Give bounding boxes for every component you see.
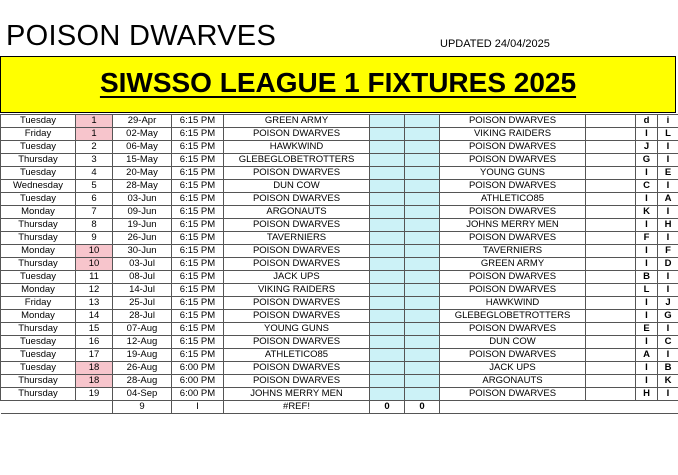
- away-team-cell[interactable]: POISON DWARVES: [440, 388, 586, 401]
- week-cell[interactable]: 18: [76, 375, 113, 388]
- code1-cell[interactable]: L: [636, 284, 658, 297]
- totals-cell-empty[interactable]: [440, 401, 586, 414]
- fixture-row: [1, 128, 678, 141]
- home-score-cell[interactable]: [370, 167, 405, 180]
- day-cell[interactable]: Thursday: [1, 323, 76, 336]
- fixture-row: [1, 336, 678, 349]
- time-cell[interactable]: 6:15 PM: [172, 258, 224, 271]
- home-score-cell[interactable]: [370, 128, 405, 141]
- week-cell[interactable]: 1: [76, 115, 113, 128]
- time-cell[interactable]: 6:00 PM: [172, 362, 224, 375]
- blank-cell[interactable]: [586, 310, 636, 323]
- time-cell[interactable]: 6:15 PM: [172, 154, 224, 167]
- away-team-cell[interactable]: POISON DWARVES: [440, 349, 586, 362]
- code1-cell[interactable]: K: [636, 206, 658, 219]
- updated-date: UPDATED 24/04/2025: [440, 38, 550, 50]
- code2-cell[interactable]: I: [658, 141, 678, 154]
- time-cell[interactable]: 6:15 PM: [172, 219, 224, 232]
- away-team-cell[interactable]: HAWKWIND: [440, 297, 586, 310]
- day-cell[interactable]: Monday: [1, 284, 76, 297]
- blank-cell[interactable]: [586, 323, 636, 336]
- home-score-cell[interactable]: [370, 115, 405, 128]
- code1-cell[interactable]: C: [636, 180, 658, 193]
- fixture-row: [1, 362, 678, 375]
- week-cell[interactable]: 2: [76, 141, 113, 154]
- totals-time-cell[interactable]: I: [172, 401, 224, 414]
- date-cell[interactable]: 30-Jun: [113, 245, 172, 258]
- sheet-header: [0, 0, 678, 56]
- blank-cell[interactable]: [586, 297, 636, 310]
- code2-cell[interactable]: K: [658, 375, 678, 388]
- blank-cell[interactable]: [586, 258, 636, 271]
- blank-cell[interactable]: [586, 245, 636, 258]
- fixture-row: [1, 219, 678, 232]
- blank-cell[interactable]: [586, 362, 636, 375]
- day-cell[interactable]: Tuesday: [1, 141, 76, 154]
- date-cell[interactable]: 12-Aug: [113, 336, 172, 349]
- code1-cell[interactable]: I: [636, 362, 658, 375]
- week-cell[interactable]: 10: [76, 245, 113, 258]
- code1-cell[interactable]: I: [636, 297, 658, 310]
- home-team-cell[interactable]: POISON DWARVES: [224, 258, 370, 271]
- fixture-row: [1, 115, 678, 128]
- code2-cell[interactable]: i: [658, 115, 678, 128]
- home-score-cell[interactable]: [370, 245, 405, 258]
- totals-row: [1, 401, 678, 414]
- away-team-cell[interactable]: POISON DWARVES: [440, 115, 586, 128]
- code2-cell[interactable]: F: [658, 245, 678, 258]
- home-team-cell[interactable]: ATHLETICO85: [224, 349, 370, 362]
- time-cell[interactable]: 6:15 PM: [172, 271, 224, 284]
- code2-cell[interactable]: H: [658, 219, 678, 232]
- week-cell[interactable]: 3: [76, 154, 113, 167]
- week-cell[interactable]: 15: [76, 323, 113, 336]
- time-cell[interactable]: 6:15 PM: [172, 336, 224, 349]
- away-score-cell[interactable]: [405, 388, 440, 401]
- away-score-cell[interactable]: [405, 297, 440, 310]
- fixture-row: [1, 388, 678, 401]
- week-cell[interactable]: 10: [76, 258, 113, 271]
- totals-cell-empty[interactable]: [636, 401, 658, 414]
- away-score-cell[interactable]: [405, 206, 440, 219]
- fixture-row: [1, 323, 678, 336]
- code1-cell[interactable]: J: [636, 141, 658, 154]
- home-team-cell[interactable]: POISON DWARVES: [224, 167, 370, 180]
- home-score-cell[interactable]: [370, 375, 405, 388]
- away-team-cell[interactable]: VIKING RAIDERS: [440, 128, 586, 141]
- code2-cell[interactable]: I: [658, 284, 678, 297]
- totals-cell-empty[interactable]: [586, 401, 636, 414]
- fixture-row: [1, 310, 678, 323]
- day-cell[interactable]: Friday: [1, 297, 76, 310]
- time-cell[interactable]: 6:00 PM: [172, 388, 224, 401]
- blank-cell[interactable]: [586, 141, 636, 154]
- code2-cell[interactable]: J: [658, 297, 678, 310]
- fixtures-body: [1, 115, 678, 401]
- blank-cell[interactable]: [586, 336, 636, 349]
- away-score-cell[interactable]: [405, 167, 440, 180]
- time-cell[interactable]: 6:15 PM: [172, 115, 224, 128]
- fixture-row: [1, 232, 678, 245]
- date-cell[interactable]: 26-Jun: [113, 232, 172, 245]
- code1-cell[interactable]: I: [636, 245, 658, 258]
- date-cell[interactable]: 09-Jun: [113, 206, 172, 219]
- totals-cell-empty[interactable]: [658, 401, 678, 414]
- home-team-cell[interactable]: YOUNG GUNS: [224, 323, 370, 336]
- code1-cell[interactable]: I: [636, 219, 658, 232]
- code2-cell[interactable]: D: [658, 258, 678, 271]
- blank-cell[interactable]: [586, 349, 636, 362]
- code1-cell[interactable]: I: [636, 167, 658, 180]
- away-team-cell[interactable]: ARGONAUTS: [440, 375, 586, 388]
- away-score-cell[interactable]: [405, 115, 440, 128]
- blank-cell[interactable]: [586, 206, 636, 219]
- week-cell[interactable]: 1: [76, 128, 113, 141]
- totals-cell-empty[interactable]: [1, 401, 76, 414]
- home-team-cell[interactable]: ARGONAUTS: [224, 206, 370, 219]
- day-cell[interactable]: Tuesday: [1, 271, 76, 284]
- date-cell[interactable]: 19-Aug: [113, 349, 172, 362]
- code2-cell[interactable]: B: [658, 362, 678, 375]
- fixture-row: [1, 271, 678, 284]
- home-team-cell[interactable]: JOHNS MERRY MEN: [224, 388, 370, 401]
- away-team-cell[interactable]: JOHNS MERRY MEN: [440, 219, 586, 232]
- date-cell[interactable]: 15-May: [113, 154, 172, 167]
- total-away-score[interactable]: 0: [405, 401, 440, 414]
- day-cell[interactable]: Wednesday: [1, 180, 76, 193]
- time-cell[interactable]: 6:15 PM: [172, 180, 224, 193]
- fixture-row: [1, 154, 678, 167]
- week-cell[interactable]: 17: [76, 349, 113, 362]
- code2-cell[interactable]: I: [658, 232, 678, 245]
- home-team-cell[interactable]: JACK UPS: [224, 271, 370, 284]
- away-score-cell[interactable]: [405, 375, 440, 388]
- home-team-cell[interactable]: POISON DWARVES: [224, 297, 370, 310]
- blank-cell[interactable]: [586, 388, 636, 401]
- home-team-cell[interactable]: GLEBEGLOBETROTTERS: [224, 154, 370, 167]
- day-cell[interactable]: Thursday: [1, 154, 76, 167]
- time-cell[interactable]: 6:15 PM: [172, 310, 224, 323]
- week-cell[interactable]: 14: [76, 310, 113, 323]
- code2-cell[interactable]: I: [658, 349, 678, 362]
- away-score-cell[interactable]: [405, 258, 440, 271]
- time-cell[interactable]: 6:15 PM: [172, 245, 224, 258]
- code1-cell[interactable]: H: [636, 388, 658, 401]
- week-cell[interactable]: 11: [76, 271, 113, 284]
- fixture-row: [1, 245, 678, 258]
- home-score-cell[interactable]: [370, 180, 405, 193]
- totals-cell-empty[interactable]: [76, 401, 113, 414]
- total-home-score[interactable]: 0: [370, 401, 405, 414]
- code2-cell[interactable]: I: [658, 323, 678, 336]
- code1-cell[interactable]: I: [636, 375, 658, 388]
- day-cell[interactable]: Monday: [1, 206, 76, 219]
- home-score-cell[interactable]: [370, 284, 405, 297]
- week-cell[interactable]: 16: [76, 336, 113, 349]
- code2-cell[interactable]: E: [658, 167, 678, 180]
- date-cell[interactable]: 28-Aug: [113, 375, 172, 388]
- away-score-cell[interactable]: [405, 180, 440, 193]
- home-score-cell[interactable]: [370, 141, 405, 154]
- code1-cell[interactable]: I: [636, 310, 658, 323]
- week-cell[interactable]: 7: [76, 206, 113, 219]
- fixture-row: [1, 193, 678, 206]
- blank-cell[interactable]: [586, 375, 636, 388]
- home-team-cell[interactable]: POISON DWARVES: [224, 362, 370, 375]
- time-cell[interactable]: 6:15 PM: [172, 206, 224, 219]
- week-cell[interactable]: 12: [76, 284, 113, 297]
- away-team-cell[interactable]: POISON DWARVES: [440, 323, 586, 336]
- day-cell[interactable]: Tuesday: [1, 115, 76, 128]
- home-score-cell[interactable]: [370, 232, 405, 245]
- code1-cell[interactable]: I: [636, 258, 658, 271]
- blank-cell[interactable]: [586, 232, 636, 245]
- day-cell[interactable]: Thursday: [1, 258, 76, 271]
- week-cell[interactable]: 18: [76, 362, 113, 375]
- time-cell[interactable]: 6:15 PM: [172, 141, 224, 154]
- day-cell[interactable]: Tuesday: [1, 349, 76, 362]
- away-team-cell[interactable]: POISON DWARVES: [440, 180, 586, 193]
- week-cell[interactable]: 4: [76, 167, 113, 180]
- blank-cell[interactable]: [586, 115, 636, 128]
- date-cell[interactable]: 08-Jul: [113, 271, 172, 284]
- away-score-cell[interactable]: [405, 245, 440, 258]
- time-cell[interactable]: 6:15 PM: [172, 297, 224, 310]
- time-cell[interactable]: 6:15 PM: [172, 349, 224, 362]
- time-cell[interactable]: 6:15 PM: [172, 323, 224, 336]
- home-team-cell[interactable]: HAWKWIND: [224, 141, 370, 154]
- away-score-cell[interactable]: [405, 349, 440, 362]
- league-title-banner: [0, 56, 676, 113]
- week-cell[interactable]: 6: [76, 193, 113, 206]
- home-team-cell[interactable]: GREEN ARMY: [224, 115, 370, 128]
- week-cell[interactable]: 9: [76, 232, 113, 245]
- code2-cell[interactable]: C: [658, 336, 678, 349]
- home-team-cell[interactable]: DUN COW: [224, 180, 370, 193]
- blank-cell[interactable]: [586, 128, 636, 141]
- home-score-cell[interactable]: [370, 271, 405, 284]
- date-cell[interactable]: 03-Jul: [113, 258, 172, 271]
- code1-cell[interactable]: A: [636, 349, 658, 362]
- fixture-row: [1, 349, 678, 362]
- away-team-cell[interactable]: GLEBEGLOBETROTTERS: [440, 310, 586, 323]
- day-cell[interactable]: Monday: [1, 245, 76, 258]
- home-team-cell[interactable]: POISON DWARVES: [224, 128, 370, 141]
- day-cell[interactable]: Tuesday: [1, 193, 76, 206]
- home-score-cell[interactable]: [370, 323, 405, 336]
- code2-cell[interactable]: I: [658, 206, 678, 219]
- time-cell[interactable]: 6:15 PM: [172, 284, 224, 297]
- home-score-cell[interactable]: [370, 193, 405, 206]
- code1-cell[interactable]: I: [636, 336, 658, 349]
- day-cell[interactable]: Thursday: [1, 219, 76, 232]
- totals-date-cell[interactable]: 9: [113, 401, 172, 414]
- away-score-cell[interactable]: [405, 154, 440, 167]
- home-score-cell[interactable]: [370, 336, 405, 349]
- code1-cell[interactable]: I: [636, 128, 658, 141]
- home-score-cell[interactable]: [370, 206, 405, 219]
- away-team-cell[interactable]: ATHLETICO85: [440, 193, 586, 206]
- date-cell[interactable]: 02-May: [113, 128, 172, 141]
- date-cell[interactable]: 29-Apr: [113, 115, 172, 128]
- date-cell[interactable]: 06-May: [113, 141, 172, 154]
- week-cell[interactable]: 19: [76, 388, 113, 401]
- week-cell[interactable]: 8: [76, 219, 113, 232]
- away-score-cell[interactable]: [405, 128, 440, 141]
- day-cell[interactable]: Thursday: [1, 388, 76, 401]
- fixture-row: [1, 167, 678, 180]
- date-cell[interactable]: 25-Jul: [113, 297, 172, 310]
- home-team-cell[interactable]: POISON DWARVES: [224, 336, 370, 349]
- home-team-cell[interactable]: POISON DWARVES: [224, 375, 370, 388]
- away-score-cell[interactable]: [405, 310, 440, 323]
- home-score-cell[interactable]: [370, 154, 405, 167]
- fixture-row: [1, 180, 678, 193]
- date-cell[interactable]: 20-May: [113, 167, 172, 180]
- day-cell[interactable]: Thursday: [1, 232, 76, 245]
- week-cell[interactable]: 5: [76, 180, 113, 193]
- date-cell[interactable]: 07-Aug: [113, 323, 172, 336]
- code2-cell[interactable]: I: [658, 180, 678, 193]
- away-score-cell[interactable]: [405, 232, 440, 245]
- day-cell[interactable]: Thursday: [1, 375, 76, 388]
- team-name: POISON DWARVES: [6, 20, 277, 52]
- day-cell[interactable]: Friday: [1, 128, 76, 141]
- league-title: SIWSSO LEAGUE 1 FIXTURES 2025: [99, 67, 577, 98]
- code1-cell[interactable]: E: [636, 323, 658, 336]
- home-team-cell[interactable]: POISON DWARVES: [224, 219, 370, 232]
- away-score-cell[interactable]: [405, 219, 440, 232]
- away-score-cell[interactable]: [405, 323, 440, 336]
- time-cell[interactable]: 6:15 PM: [172, 167, 224, 180]
- blank-cell[interactable]: [586, 284, 636, 297]
- blank-cell[interactable]: [586, 154, 636, 167]
- date-cell[interactable]: 04-Sep: [113, 388, 172, 401]
- date-cell[interactable]: 28-Jul: [113, 310, 172, 323]
- code1-cell[interactable]: F: [636, 232, 658, 245]
- fixture-row: [1, 258, 678, 271]
- away-team-cell[interactable]: YOUNG GUNS: [440, 167, 586, 180]
- blank-cell[interactable]: [586, 167, 636, 180]
- away-team-cell[interactable]: POISON DWARVES: [440, 271, 586, 284]
- blank-cell[interactable]: [586, 193, 636, 206]
- day-cell[interactable]: Tuesday: [1, 362, 76, 375]
- week-cell[interactable]: 13: [76, 297, 113, 310]
- home-score-cell[interactable]: [370, 349, 405, 362]
- fixture-row: [1, 141, 678, 154]
- time-cell[interactable]: 6:00 PM: [172, 375, 224, 388]
- code2-cell[interactable]: A: [658, 193, 678, 206]
- away-score-cell[interactable]: [405, 141, 440, 154]
- date-cell[interactable]: 28-May: [113, 180, 172, 193]
- home-score-cell[interactable]: [370, 310, 405, 323]
- home-team-cell[interactable]: TAVERNIERS: [224, 232, 370, 245]
- home-team-cell[interactable]: POISON DWARVES: [224, 245, 370, 258]
- time-cell[interactable]: 6:15 PM: [172, 128, 224, 141]
- date-cell[interactable]: 14-Jul: [113, 284, 172, 297]
- away-team-cell[interactable]: POISON DWARVES: [440, 154, 586, 167]
- home-score-cell[interactable]: [370, 388, 405, 401]
- code2-cell[interactable]: I: [658, 271, 678, 284]
- time-cell[interactable]: 6:15 PM: [172, 232, 224, 245]
- code1-cell[interactable]: G: [636, 154, 658, 167]
- away-score-cell[interactable]: [405, 362, 440, 375]
- away-team-cell[interactable]: POISON DWARVES: [440, 232, 586, 245]
- blank-cell[interactable]: [586, 180, 636, 193]
- day-cell[interactable]: Monday: [1, 310, 76, 323]
- home-team-cell[interactable]: POISON DWARVES: [224, 310, 370, 323]
- away-score-cell[interactable]: [405, 336, 440, 349]
- away-score-cell[interactable]: [405, 284, 440, 297]
- home-team-cell[interactable]: POISON DWARVES: [224, 193, 370, 206]
- fixture-row: [1, 297, 678, 310]
- away-score-cell[interactable]: [405, 193, 440, 206]
- date-cell[interactable]: 19-Jun: [113, 219, 172, 232]
- away-score-cell[interactable]: [405, 271, 440, 284]
- away-team-cell[interactable]: DUN COW: [440, 336, 586, 349]
- away-team-cell[interactable]: JACK UPS: [440, 362, 586, 375]
- away-team-cell[interactable]: POISON DWARVES: [440, 206, 586, 219]
- fixture-row: [1, 284, 678, 297]
- blank-cell[interactable]: [586, 219, 636, 232]
- code2-cell[interactable]: I: [658, 388, 678, 401]
- home-score-cell[interactable]: [370, 362, 405, 375]
- day-cell[interactable]: Tuesday: [1, 336, 76, 349]
- blank-cell[interactable]: [586, 271, 636, 284]
- date-cell[interactable]: 26-Aug: [113, 362, 172, 375]
- away-team-cell[interactable]: POISON DWARVES: [440, 284, 586, 297]
- away-team-cell[interactable]: GREEN ARMY: [440, 258, 586, 271]
- code1-cell[interactable]: B: [636, 271, 658, 284]
- home-score-cell[interactable]: [370, 219, 405, 232]
- code2-cell[interactable]: I: [658, 154, 678, 167]
- day-cell[interactable]: Tuesday: [1, 167, 76, 180]
- time-cell[interactable]: 6:15 PM: [172, 193, 224, 206]
- code2-cell[interactable]: L: [658, 128, 678, 141]
- home-team-cell[interactable]: VIKING RAIDERS: [224, 284, 370, 297]
- away-team-cell[interactable]: TAVERNIERS: [440, 245, 586, 258]
- home-score-cell[interactable]: [370, 258, 405, 271]
- date-cell[interactable]: 03-Jun: [113, 193, 172, 206]
- away-team-cell[interactable]: POISON DWARVES: [440, 141, 586, 154]
- code2-cell[interactable]: G: [658, 310, 678, 323]
- fixtures-table: [0, 114, 678, 414]
- code1-cell[interactable]: I: [636, 193, 658, 206]
- fixture-row: [1, 375, 678, 388]
- fixture-row: [1, 206, 678, 219]
- totals-home-cell[interactable]: #REF!: [224, 401, 370, 414]
- code1-cell[interactable]: d: [636, 115, 658, 128]
- home-score-cell[interactable]: [370, 297, 405, 310]
